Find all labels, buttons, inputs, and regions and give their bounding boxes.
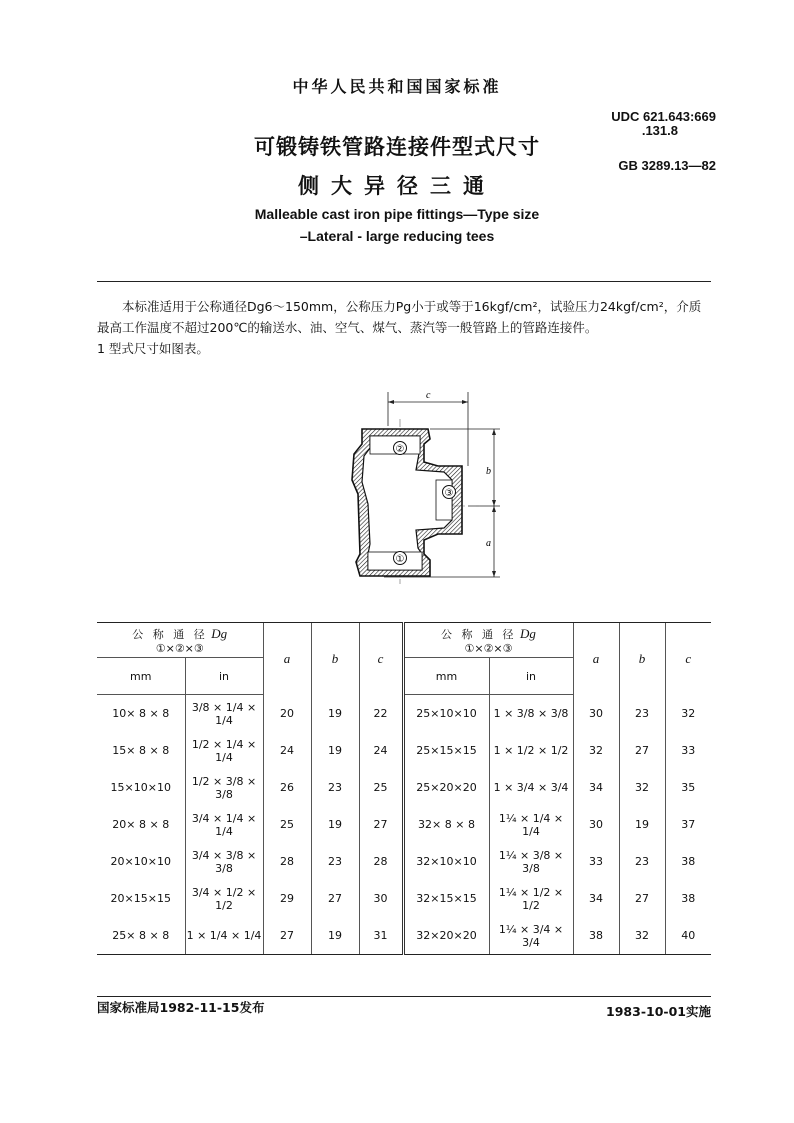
left-cell-in: 1/2 × 3/8 × 3/8	[185, 769, 263, 806]
right-cell-in: 1¼ × 3/8 × 3/8	[489, 843, 573, 880]
right-cell-b: 32	[619, 769, 665, 806]
document-subtitle-en: –Lateral - large reducing tees	[299, 228, 495, 244]
issue-date: 国家标准局1982-11-15发布	[97, 1000, 265, 1015]
dim-c-label: c	[426, 390, 431, 401]
left-cell-a: 25	[263, 806, 311, 843]
right-cell-mm: 25×20×20	[403, 769, 489, 806]
port-2-marker: ②	[395, 444, 405, 455]
document-subtitle-cn: 侧大异径三通	[298, 174, 496, 198]
dimension-table	[97, 622, 711, 955]
left-cell-c: 22	[359, 695, 403, 733]
right-cell-in: 1 × 1/2 × 1/2	[489, 732, 573, 769]
left-cell-mm: 20×15×15	[110, 892, 171, 905]
left-cell-b: 23	[311, 769, 359, 806]
left-cell-b: 19	[311, 806, 359, 843]
udc-code-continued: .131.8	[641, 123, 678, 138]
scope-paragraph: 本标准适用于公称通径Dg6～150mm，公称压力Pg小于或等于16kgf/cm²，试验压力24kgf/cm²，介质最高工作温度不超过200℃的输送水、油、空气、煤气、蒸汽等一般管路上的管路连接件。	[97, 299, 702, 335]
left-cell-in: 3/8 × 1/4 × 1/4	[185, 695, 263, 733]
header-divider	[97, 281, 711, 282]
left-header-c: c	[359, 623, 403, 695]
right-cell-c: 38	[665, 843, 711, 880]
right-cell-in: 1¼ × 1/2 × 1/2	[489, 880, 573, 917]
left-cell-b: 27	[311, 880, 359, 917]
right-unit-in: in	[489, 658, 573, 695]
effective-date: 1983-10-01实施	[606, 1004, 711, 1019]
right-cell-mm: 32× 8 × 8	[403, 806, 489, 843]
right-header-b: b	[619, 623, 665, 695]
right-header-a: a	[573, 623, 619, 695]
right-cell-b: 23	[619, 695, 665, 733]
left-cell-a: 24	[263, 732, 311, 769]
fitting-drawing	[340, 384, 510, 593]
document-title-en: Malleable cast iron pipe fittings—Type size	[254, 206, 540, 222]
port-3-marker: ③	[444, 488, 454, 499]
right-cell-c: 35	[665, 769, 711, 806]
right-cell-a: 32	[573, 732, 619, 769]
table-row	[97, 695, 711, 733]
left-cell-a: 28	[263, 843, 311, 880]
left-cell-c: 30	[359, 880, 403, 917]
right-cell-b: 27	[619, 880, 665, 917]
port-1-marker: ①	[395, 554, 405, 565]
left-cell-a: 20	[263, 695, 311, 733]
dim-b-label: b	[486, 466, 491, 477]
table-row	[97, 769, 711, 806]
left-cell-mm: 15×10×10	[110, 781, 171, 794]
right-cell-mm: 32×15×15	[403, 880, 489, 917]
gb-code: GB 3289.13—82	[618, 158, 716, 173]
right-header-c: c	[665, 623, 711, 695]
left-cell-a: 26	[263, 769, 311, 806]
right-header-nominal: 公 称 通 径 Dg ①×②×③	[403, 623, 573, 658]
left-cell-mm: 10× 8 × 8	[112, 707, 170, 720]
left-unit-in: in	[185, 658, 263, 695]
left-cell-b: 19	[311, 917, 359, 955]
right-cell-c: 33	[665, 732, 711, 769]
left-cell-in: 1 × 1/4 × 1/4	[185, 917, 263, 955]
right-cell-a: 34	[573, 769, 619, 806]
left-unit-mm: mm	[97, 658, 185, 695]
table-row	[97, 917, 711, 955]
dim-a-label: a	[486, 538, 491, 549]
left-header-b: b	[311, 623, 359, 695]
right-cell-in: 1¼ × 3/4 × 3/4	[489, 917, 573, 955]
left-cell-in: 3/4 × 1/4 × 1/4	[185, 806, 263, 843]
table-row	[97, 806, 711, 843]
left-cell-c: 28	[359, 843, 403, 880]
right-cell-a: 34	[573, 880, 619, 917]
left-header-nominal: 公 称 通 径 Dg ①×②×③	[97, 623, 263, 658]
left-cell-mm: 15× 8 × 8	[112, 744, 170, 757]
right-cell-a: 38	[573, 917, 619, 955]
right-cell-c: 40	[665, 917, 711, 955]
footer-divider	[97, 996, 711, 997]
left-header-a: a	[263, 623, 311, 695]
right-cell-b: 19	[619, 806, 665, 843]
right-cell-b: 23	[619, 843, 665, 880]
right-cell-c: 37	[665, 806, 711, 843]
left-cell-in: 3/4 × 1/2 × 1/2	[185, 880, 263, 917]
lateral-tee-cross-section	[340, 384, 510, 589]
right-cell-in: 1 × 3/4 × 3/4	[489, 769, 573, 806]
left-cell-c: 27	[359, 806, 403, 843]
table-row	[97, 843, 711, 880]
left-cell-a: 27	[263, 917, 311, 955]
right-cell-mm: 32×20×20	[403, 917, 489, 955]
left-cell-b: 19	[311, 732, 359, 769]
right-cell-b: 27	[619, 732, 665, 769]
right-cell-in: 1¼ × 1/4 × 1/4	[489, 806, 573, 843]
left-cell-mm: 20×10×10	[110, 855, 171, 868]
table-row	[97, 732, 711, 769]
document-title-cn: 可锻铸铁管路连接件型式尺寸	[254, 135, 540, 159]
left-cell-in: 1/2 × 1/4 × 1/4	[185, 732, 263, 769]
right-unit-mm: mm	[403, 658, 489, 695]
left-cell-c: 25	[359, 769, 403, 806]
left-cell-mm: 25× 8 × 8	[97, 917, 185, 955]
right-cell-in: 1 × 3/8 × 3/8	[489, 695, 573, 733]
left-cell-c: 31	[359, 917, 403, 955]
left-cell-c: 24	[359, 732, 403, 769]
left-cell-mm: 20× 8 × 8	[112, 818, 170, 831]
table-body	[97, 695, 711, 955]
section-1-heading: 1 型式尺寸如图表。	[97, 341, 209, 356]
right-cell-c: 38	[665, 880, 711, 917]
table-row	[97, 880, 711, 917]
left-cell-a: 29	[263, 880, 311, 917]
udc-code: UDC 621.643:669	[611, 109, 716, 124]
standard-title: 中华人民共和国国家标准	[292, 77, 502, 96]
left-cell-in: 3/4 × 3/8 × 3/8	[185, 843, 263, 880]
right-cell-mm: 25×10×10	[403, 695, 489, 733]
intro-text	[97, 296, 711, 359]
left-cell-b: 19	[311, 695, 359, 733]
right-cell-a: 30	[573, 806, 619, 843]
right-cell-c: 32	[665, 695, 711, 733]
right-cell-a: 33	[573, 843, 619, 880]
right-cell-b: 32	[619, 917, 665, 955]
left-cell-b: 23	[311, 843, 359, 880]
right-cell-a: 30	[573, 695, 619, 733]
right-cell-mm: 32×10×10	[403, 843, 489, 880]
right-cell-mm: 25×15×15	[403, 732, 489, 769]
